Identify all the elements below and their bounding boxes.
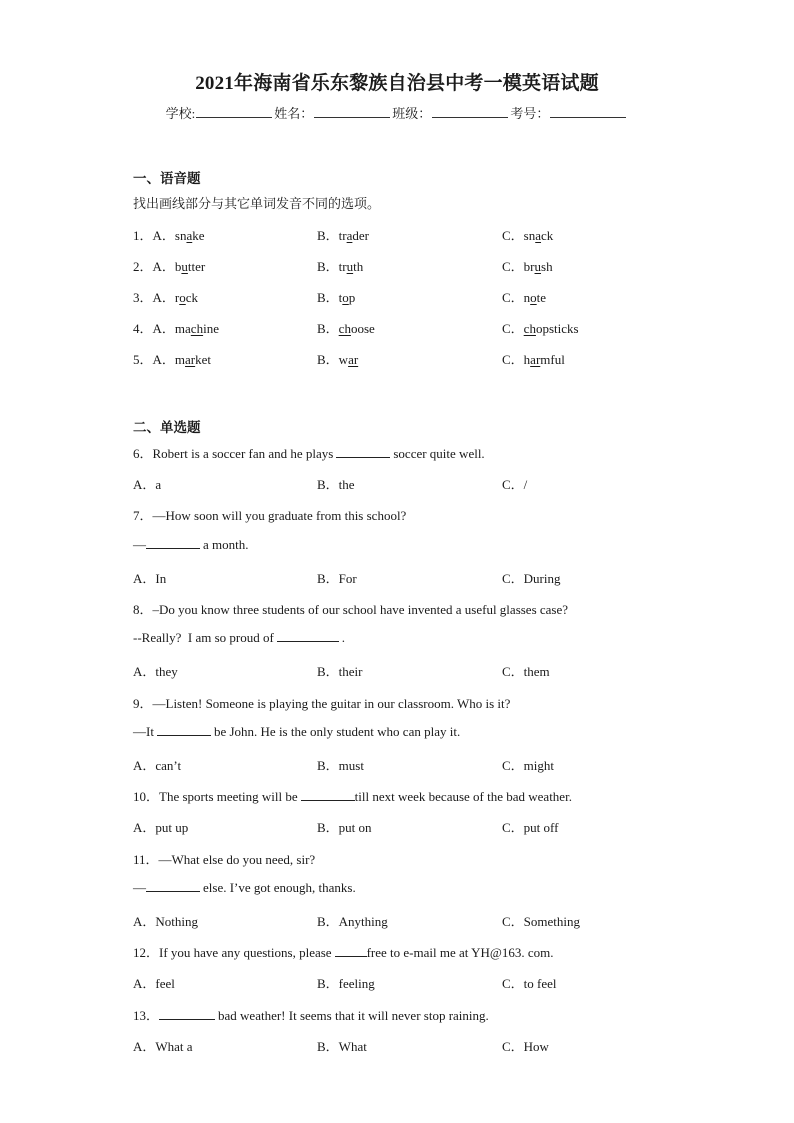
reply-text: . [341,630,346,645]
underlined-letters: o [179,290,186,305]
underlined-letters: u [534,259,542,274]
answer-blank [277,630,339,642]
question-text: free to e-mail me at YH@163. com. [366,945,554,960]
question-10-stem [133,786,572,805]
reply-text: a month. [203,537,249,552]
question-2-options [133,256,693,274]
option-label: B． [317,352,339,367]
word-part: oose [350,321,375,336]
question-5-options [133,349,693,367]
option-b[interactable]: B．the [317,477,355,492]
question-7-options [133,568,693,586]
number-label: 考号： [510,106,550,121]
option-b[interactable] [317,287,355,306]
option-label: B． [317,321,339,336]
option-b[interactable]: B．For [317,571,357,586]
option-b[interactable]: B．must [317,758,364,773]
option-a[interactable]: A．What a [133,1039,193,1054]
word-part: b [174,259,182,274]
section-heading-phonetics: 一、语音题 [133,171,201,186]
underlined-letters: ch [523,321,536,336]
answer-blank [336,446,390,458]
question-8-stem: 8．–Do you know three students of our school have invented a useful glasses case? [133,602,569,617]
word-part: h [523,352,531,367]
option-b[interactable] [317,349,358,368]
question-number: 2． [133,259,153,274]
question-6-options [133,474,693,492]
class-label: 班级： [392,106,432,121]
option-label: C． [502,321,524,336]
option-b[interactable]: B．Anything [317,914,388,929]
option-a[interactable]: A．put up [133,820,189,835]
word-part: br [523,259,535,274]
option-label: C． [502,290,524,305]
word-part: tr [338,228,347,243]
option-label: C． [502,228,524,243]
word-part: tter [187,259,206,274]
option-b[interactable] [317,256,363,275]
answer-blank [146,880,200,892]
option-a[interactable] [133,349,211,368]
underlined-letters: u [181,259,188,274]
option-a[interactable]: A．Nothing [133,914,199,929]
option-c[interactable]: C．put off [502,820,559,835]
option-a[interactable]: A．can’t [133,758,182,773]
section-heading-single-choice: 二、单选题 [133,420,201,435]
reply-text: --Really? I am so proud of [133,630,274,645]
school-label: 学校: [165,106,196,121]
question-8-options [133,661,693,679]
option-b[interactable]: B．feeling [317,976,375,991]
word-part: p [348,290,356,305]
answer-blank [335,945,367,957]
class-blank[interactable] [432,105,508,118]
option-c[interactable]: C．might [502,758,555,773]
reply-text: be John. He is the only student who can play it. [213,724,461,739]
reply-text: — [133,880,146,895]
section-instruction: 找出画线部分与其它单词发音不同的选项。 [133,196,381,211]
option-a[interactable]: A．a [133,477,162,492]
question-text: soccer quite well. [393,446,485,461]
underlined-letters: o [530,290,537,305]
option-b[interactable]: B．What [317,1039,367,1054]
word-part: ket [195,352,212,367]
question-7-stem: 7．—How soon will you graduate from this school? [133,508,407,523]
underlined-letters: ch [190,321,204,336]
question-11-options [133,911,693,929]
exam-title: 2021年海南省乐东黎族自治县中考一模英语试题 [195,73,599,94]
question-number: 4． [133,321,153,336]
word-part: sn [523,228,536,243]
question-8-reply [133,630,345,646]
option-b[interactable]: B．put on [317,820,372,835]
option-a[interactable] [133,318,219,337]
underlined-letters: o [342,290,349,305]
option-c[interactable] [502,256,553,275]
underlined-letters: a [186,228,193,243]
option-label: A． [152,228,175,243]
option-label: C． [502,259,524,274]
word-part: ma [174,321,191,336]
question-7-reply [133,537,249,553]
student-info-line [0,103,794,122]
word-part: ke [192,228,205,243]
option-label: B． [317,290,339,305]
word-part: sh [541,259,553,274]
question-text: 12．If you have any questions, please [133,945,332,960]
word-part: sn [174,228,187,243]
question-6-stem [133,443,485,462]
option-b[interactable] [317,318,375,337]
option-c[interactable]: C．them [502,664,550,679]
option-label: A． [152,290,175,305]
word-part: n [523,290,531,305]
question-text: 10．The sports meeting will be [133,789,298,804]
underlined-letters: ar [185,352,196,367]
option-c[interactable] [502,287,546,306]
word-part: der [352,228,370,243]
question-1-options [133,225,693,243]
question-12-stem [133,942,554,961]
word-part: mful [540,352,565,367]
option-label: A． [152,259,175,274]
word-part: ine [203,321,219,336]
option-label: C． [502,352,524,367]
question-12-options [133,973,693,991]
option-a[interactable] [133,287,198,306]
option-b[interactable]: B．their [317,664,363,679]
option-label: B． [317,228,339,243]
option-a[interactable] [133,256,205,275]
option-a[interactable]: A．feel [133,976,175,991]
option-b[interactable] [317,225,369,244]
underlined-letters: a [535,228,542,243]
question-text: 13． [133,1008,160,1023]
word-part: m [174,352,186,367]
underlined-letters: ar [348,352,359,367]
word-part: tr [338,259,347,274]
answer-blank [301,789,355,801]
question-number: 1． [133,228,153,243]
word-part: ck [541,228,554,243]
question-text: till next week because of the bad weather. [354,789,572,804]
answer-blank [157,724,211,736]
answer-blank [146,537,200,549]
underlined-letters: u [346,259,354,274]
word-part: r [174,290,180,305]
question-number: 5． [133,352,153,367]
word-part: opsticks [535,321,579,336]
question-9-options [133,755,693,773]
question-9-reply [133,724,460,740]
word-part: w [338,352,349,367]
name-blank[interactable] [314,105,390,118]
option-label: B． [317,259,339,274]
number-blank[interactable] [550,105,626,118]
option-c[interactable]: C．Something [502,914,581,929]
question-10-options [133,817,693,835]
option-label: A． [152,321,175,336]
option-c[interactable]: C．to feel [502,976,557,991]
option-c[interactable] [502,318,579,337]
reply-text: else. I’ve got enough, thanks. [203,880,356,895]
option-c[interactable]: C．During [502,571,561,586]
question-11-reply [133,880,356,896]
reply-text: — [133,537,146,552]
question-text: 6．Robert is a soccer fan and he plays [133,446,334,461]
option-c[interactable] [502,225,553,244]
question-11-stem: 11．—What else do you need, sir? [133,852,316,867]
question-9-stem: 9．—Listen! Someone is playing the guitar in our classroom. Who is it? [133,696,511,711]
option-c[interactable]: C．How [502,1039,549,1054]
question-3-options [133,287,693,305]
question-4-options [133,318,693,336]
question-13-stem [133,1005,489,1024]
option-a[interactable] [133,225,205,244]
school-blank[interactable] [196,105,272,118]
option-a[interactable]: A．In [133,571,167,586]
question-number: 3． [133,290,153,305]
name-label: 姓名： [274,106,314,121]
word-part: th [353,259,364,274]
underlined-letters: ar [530,352,541,367]
answer-blank [159,1008,215,1020]
word-part: te [536,290,547,305]
question-text: bad weather! It seems that it will never stop raining. [218,1008,489,1023]
word-part: t [338,290,343,305]
underlined-letters: ch [338,321,351,336]
option-c[interactable]: C．/ [502,477,528,492]
option-label: A． [152,352,175,367]
reply-text: —It [133,724,154,739]
word-part: ck [185,290,199,305]
underlined-letters: a [346,228,353,243]
question-13-options [133,1036,693,1054]
option-c[interactable] [502,349,565,368]
option-a[interactable]: A．they [133,664,178,679]
